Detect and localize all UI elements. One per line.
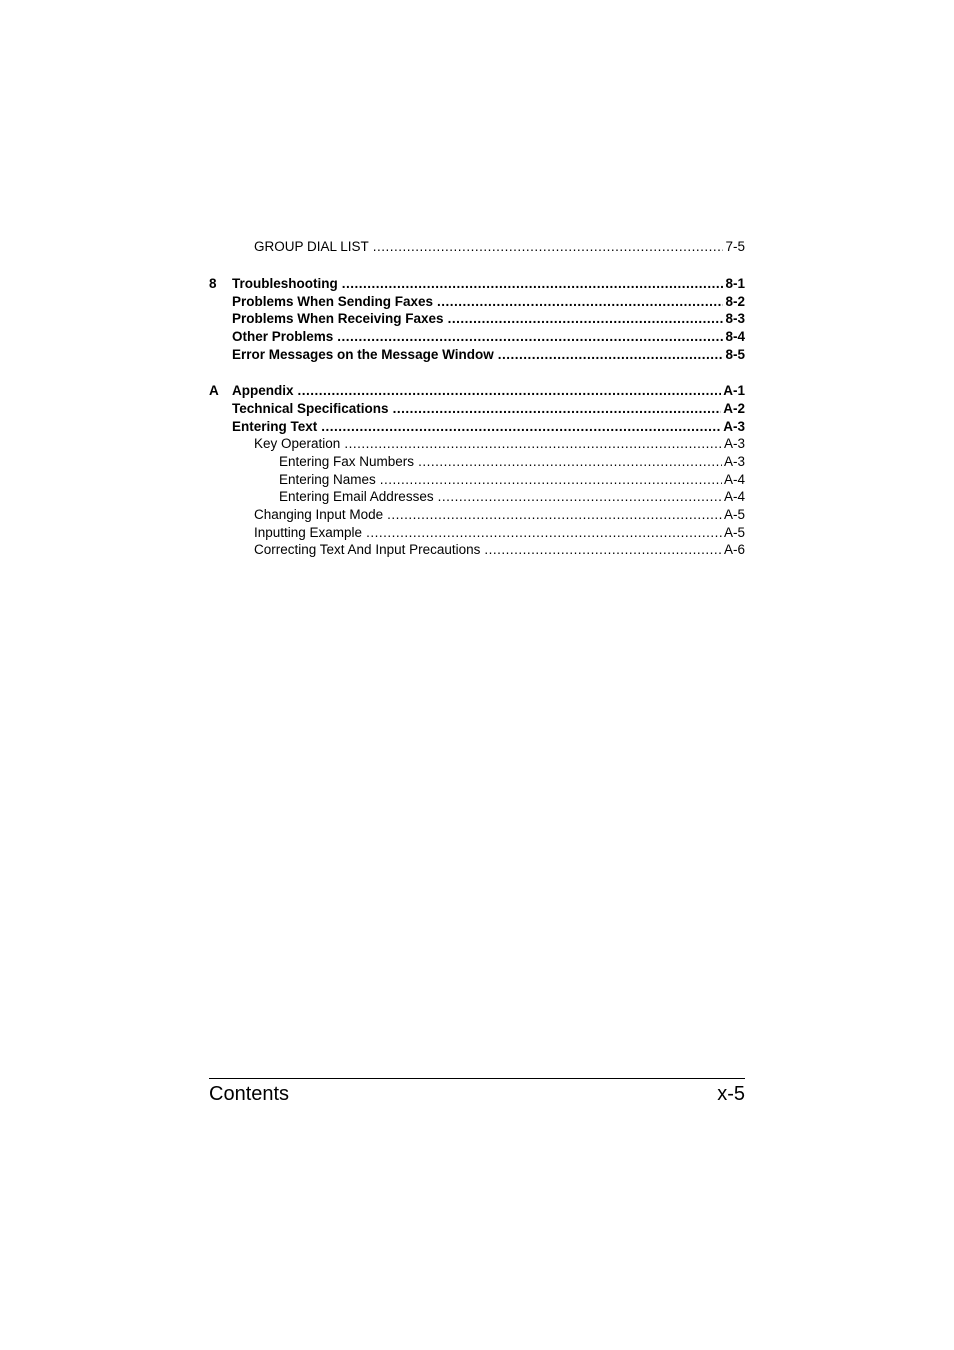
toc-entry-title: GROUP DIAL LIST <box>254 239 369 254</box>
toc-leader-dots <box>393 400 722 418</box>
toc-entry-page: A-2 <box>723 401 745 416</box>
toc-entry-page: A-3 <box>723 436 745 451</box>
toc-leader-dots <box>373 238 724 256</box>
toc-entry-problems-sending[interactable] <box>209 293 745 311</box>
toc-leader-dots <box>380 471 722 489</box>
toc-entry-entering-email-addresses[interactable] <box>209 488 745 506</box>
toc-entry-page: A-4 <box>723 472 745 487</box>
toc-entry-changing-input-mode[interactable] <box>209 506 745 524</box>
toc-entry-page: A-1 <box>723 383 745 398</box>
footer-section-title: Contents <box>209 1083 290 1105</box>
toc-entry-page: A-5 <box>723 507 745 522</box>
toc-entry-page: A-4 <box>723 489 745 504</box>
toc-entry-number: 8 <box>209 276 217 291</box>
toc-entry-entering-fax-numbers[interactable] <box>209 453 745 471</box>
toc-entry-title: Appendix <box>232 383 294 398</box>
toc-entry-page: 8-1 <box>725 276 745 291</box>
toc-entry-title: Entering Text <box>232 419 318 434</box>
toc-entry-title: Problems When Receiving Faxes <box>232 311 444 326</box>
toc-leader-dots <box>437 293 723 311</box>
toc-leader-dots <box>321 418 721 436</box>
footer-page-number: x-5 <box>717 1083 745 1105</box>
toc-leader-dots <box>484 541 722 559</box>
toc-entry-title: Other Problems <box>232 329 334 344</box>
toc-entry-other-problems[interactable] <box>209 328 745 346</box>
toc-leader-dots <box>418 453 722 471</box>
toc-leader-dots <box>366 524 722 542</box>
toc-entry-title: Correcting Text And Input Precautions <box>254 542 481 557</box>
toc-entry-page: A-3 <box>723 419 745 434</box>
toc-entry-title: Error Messages on the Message Window <box>232 347 494 362</box>
toc-entry-entering-text[interactable] <box>209 418 745 436</box>
toc-leader-dots <box>387 506 722 524</box>
toc-entry-title: Technical Specifications <box>232 401 389 416</box>
toc-entry-page: A-3 <box>723 454 745 469</box>
toc-entry-page: 8-4 <box>725 329 745 344</box>
toc-leader-dots <box>342 275 724 293</box>
toc-entry-entering-names[interactable] <box>209 471 745 489</box>
toc-entry-page: 7-5 <box>725 239 745 254</box>
toc-entry-page: 8-2 <box>725 294 745 309</box>
toc-entry-title: Troubleshooting <box>232 276 338 291</box>
toc-leader-dots <box>448 310 724 328</box>
toc-entry-number: A <box>209 383 219 398</box>
footer-divider <box>209 1078 745 1079</box>
toc-entry-troubleshooting[interactable] <box>209 275 745 293</box>
toc-entry-page: A-6 <box>723 542 745 557</box>
toc-leader-dots <box>337 328 723 346</box>
toc-leader-dots <box>344 435 722 453</box>
toc-entry-title: Changing Input Mode <box>254 507 384 522</box>
toc-entry-title: Entering Names <box>279 472 376 487</box>
toc-leader-dots <box>438 488 722 506</box>
toc-entry-title: Entering Fax Numbers <box>279 454 415 469</box>
toc-entry-page: 8-5 <box>725 347 745 362</box>
toc-entry-error-messages[interactable] <box>209 346 745 364</box>
toc-entry-page: A-5 <box>723 525 745 540</box>
toc-leader-dots <box>298 382 722 400</box>
toc-entry-title: Inputting Example <box>254 525 363 540</box>
toc-entry-title: Problems When Sending Faxes <box>232 294 434 309</box>
toc-entry-technical-specifications[interactable] <box>209 400 745 418</box>
toc-entry-inputting-example[interactable] <box>209 524 745 542</box>
toc-entry-group-dial-list[interactable] <box>209 238 745 256</box>
toc-entry-title: Key Operation <box>254 436 341 451</box>
toc-leader-dots <box>498 346 724 364</box>
toc-entry-problems-receiving[interactable] <box>209 310 745 328</box>
toc-entry-title: Entering Email Addresses <box>279 489 434 504</box>
toc-entry-page: 8-3 <box>725 311 745 326</box>
toc-entry-correcting-text[interactable] <box>209 541 745 559</box>
toc-entry-appendix[interactable] <box>209 382 745 400</box>
toc-entry-key-operation[interactable] <box>209 435 745 453</box>
